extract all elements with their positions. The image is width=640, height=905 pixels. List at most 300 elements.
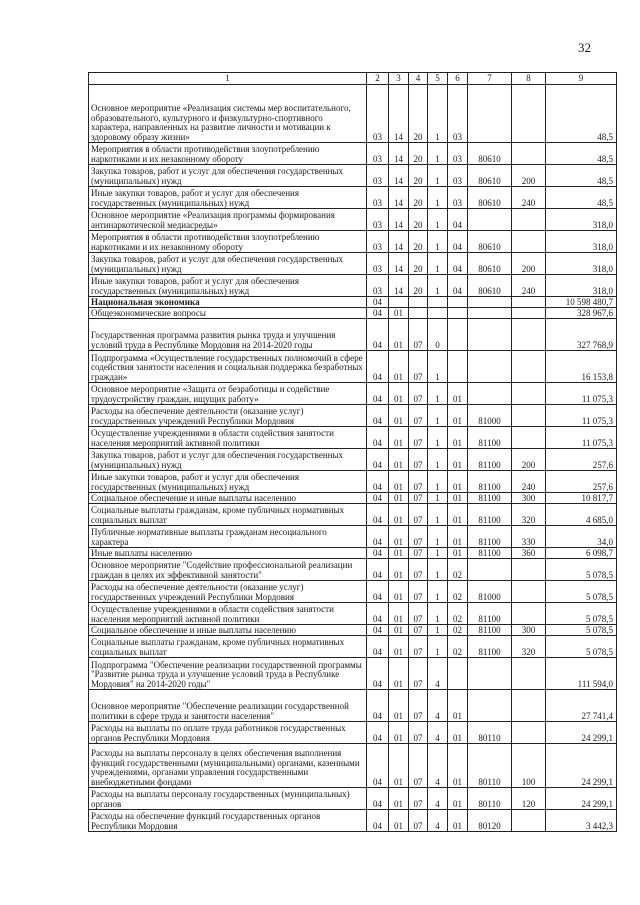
- row-amount: 24 299,1: [546, 722, 617, 744]
- row-amount: 27 741,4: [546, 690, 617, 722]
- row-direction: 81100: [468, 548, 512, 559]
- row-amount: 318,0: [546, 231, 617, 253]
- row-name: Расходы на обеспечение деятельности (оказание услуг) государственных учреждений Республики Мордовия: [89, 581, 367, 603]
- row-main-event: 04: [448, 231, 468, 253]
- row-program: 07: [409, 504, 428, 526]
- row-section: 03: [367, 187, 389, 209]
- row-name: Закупка товаров, работ и услуг для обеспечения государственных (муниципальных) нужд: [89, 449, 367, 471]
- row-name: Общеэкономические вопросы: [89, 308, 367, 319]
- row-direction: 80610: [468, 187, 512, 209]
- row-amount: 328 967,6: [546, 308, 617, 319]
- row-direction: 81100: [468, 504, 512, 526]
- table-row: [89, 427, 617, 449]
- row-name: Закупка товаров, работ и услуг для обеспечения государственных (муниципальных) нужд: [89, 165, 367, 187]
- row-expense-type: 100: [512, 744, 546, 788]
- row-program: 20: [409, 187, 428, 209]
- row-subsection: 14: [389, 187, 409, 209]
- row-direction: [468, 351, 512, 383]
- row-expense-type: [512, 690, 546, 722]
- row-name: Иные закупки товаров, работ и услуг для обеспечения государственных (муниципальных) нужд: [89, 275, 367, 297]
- row-direction: 80610: [468, 253, 512, 275]
- row-program: 20: [409, 253, 428, 275]
- row-section: 04: [367, 690, 389, 722]
- row-main-event: [448, 658, 468, 690]
- row-amount: 16 153,8: [546, 351, 617, 383]
- row-amount: 34,0: [546, 526, 617, 548]
- row-program: 07: [409, 405, 428, 427]
- table-row: [89, 275, 617, 297]
- row-subsection: 01: [389, 308, 409, 319]
- row-program: [409, 297, 428, 308]
- row-name: Подпрограмма "Обеспечение реализации государственной программы "Развитие рынка труда и улучшение условий труда в Республике Мордовия" на 2014-2020 годы": [89, 658, 367, 690]
- header-col-5: 5: [428, 73, 448, 85]
- row-program: 07: [409, 603, 428, 625]
- row-subprogram: 1: [428, 427, 448, 449]
- row-subsection: 01: [389, 351, 409, 383]
- row-subprogram: [428, 297, 448, 308]
- row-amount: 11 075,3: [546, 427, 617, 449]
- row-subsection: 01: [389, 526, 409, 548]
- row-amount: 48,5: [546, 165, 617, 187]
- table-row: [89, 319, 617, 351]
- row-direction: 80120: [468, 810, 512, 832]
- row-section: 04: [367, 405, 389, 427]
- row-program: 20: [409, 231, 428, 253]
- row-amount: 5 078,5: [546, 625, 617, 636]
- row-expense-type: [512, 209, 546, 231]
- row-main-event: 04: [448, 275, 468, 297]
- row-amount: 318,0: [546, 209, 617, 231]
- table-header-row: [89, 73, 617, 85]
- row-name: Расходы на обеспечение деятельности (оказание услуг) государственных учреждений Республики Мордовия: [89, 405, 367, 427]
- row-subprogram: 1: [428, 471, 448, 493]
- row-section: 04: [367, 636, 389, 658]
- row-direction: 81100: [468, 493, 512, 504]
- row-expense-type: [512, 383, 546, 405]
- table-row: [89, 810, 617, 832]
- row-section: 04: [367, 658, 389, 690]
- row-direction: 80610: [468, 165, 512, 187]
- row-amount: 6 098,7: [546, 548, 617, 559]
- row-name: Основное мероприятие «Реализация системы мер воспитательного, образовательного, культурного и физкультурно-спортивного характера, направленных на развитие личности и мотивации к здоровому образу жизни»: [89, 85, 367, 143]
- row-main-event: 03: [448, 143, 468, 165]
- row-section: 03: [367, 231, 389, 253]
- table-row: [89, 351, 617, 383]
- row-main-event: 04: [448, 209, 468, 231]
- row-direction: 80610: [468, 231, 512, 253]
- row-expense-type: [512, 319, 546, 351]
- row-section: 04: [367, 788, 389, 810]
- row-direction: 81100: [468, 449, 512, 471]
- row-section: 04: [367, 504, 389, 526]
- row-section: 04: [367, 427, 389, 449]
- row-subprogram: 1: [428, 493, 448, 504]
- row-section: 03: [367, 85, 389, 143]
- row-main-event: 03: [448, 85, 468, 143]
- row-amount: 327 768,9: [546, 319, 617, 351]
- row-subsection: 14: [389, 85, 409, 143]
- row-subprogram: 0: [428, 319, 448, 351]
- row-amount: 10 817,7: [546, 493, 617, 504]
- row-amount: 24 299,1: [546, 788, 617, 810]
- row-program: 07: [409, 722, 428, 744]
- row-expense-type: [512, 405, 546, 427]
- row-expense-type: 330: [512, 526, 546, 548]
- row-main-event: 03: [448, 187, 468, 209]
- row-amount: 5 078,5: [546, 636, 617, 658]
- row-expense-type: [512, 85, 546, 143]
- row-section: 04: [367, 548, 389, 559]
- table-row: [89, 658, 617, 690]
- table-row: [89, 603, 617, 625]
- row-name: Основное мероприятие «Защита от безработицы и содействие трудоустройству граждан, ищущих работу»: [89, 383, 367, 405]
- row-main-event: 01: [448, 493, 468, 504]
- row-section: 04: [367, 559, 389, 581]
- row-name: Публичные нормативные выплаты гражданам несоциального характера: [89, 526, 367, 548]
- row-program: 20: [409, 143, 428, 165]
- table-row: [89, 165, 617, 187]
- row-direction: 81000: [468, 581, 512, 603]
- row-expense-type: 320: [512, 636, 546, 658]
- table-row: [89, 85, 617, 143]
- row-program: 07: [409, 636, 428, 658]
- row-subsection: 01: [389, 658, 409, 690]
- row-name: Осуществление учреждениями в области содействия занятости населения мероприятий активной политики: [89, 603, 367, 625]
- row-direction: 80610: [468, 275, 512, 297]
- row-subprogram: 4: [428, 810, 448, 832]
- row-amount: 318,0: [546, 253, 617, 275]
- row-main-event: 01: [448, 810, 468, 832]
- row-expense-type: 200: [512, 253, 546, 275]
- row-main-event: 01: [448, 744, 468, 788]
- row-amount: 5 078,5: [546, 559, 617, 581]
- row-program: 20: [409, 165, 428, 187]
- row-amount: 10 598 480,7: [546, 297, 617, 308]
- row-section: 04: [367, 603, 389, 625]
- row-direction: 81100: [468, 471, 512, 493]
- row-direction: [468, 559, 512, 581]
- row-main-event: 04: [448, 253, 468, 275]
- row-subprogram: 1: [428, 581, 448, 603]
- row-subsection: 01: [389, 559, 409, 581]
- row-program: 07: [409, 319, 428, 351]
- row-subsection: 01: [389, 625, 409, 636]
- row-subsection: [389, 297, 409, 308]
- row-main-event: 01: [448, 722, 468, 744]
- row-program: 07: [409, 625, 428, 636]
- row-main-event: 01: [448, 383, 468, 405]
- row-name: Социальные выплаты гражданам, кроме публичных нормативных социальных выплат: [89, 636, 367, 658]
- row-main-event: 01: [448, 405, 468, 427]
- row-section: 03: [367, 275, 389, 297]
- row-section: 04: [367, 581, 389, 603]
- row-name: Иные закупки товаров, работ и услуг для обеспечения государственных (муниципальных) нужд: [89, 187, 367, 209]
- table-row: [89, 187, 617, 209]
- row-name: Осуществление учреждениями в области содействия занятости населения мероприятий активной политики: [89, 427, 367, 449]
- row-name: Социальное обеспечение и иные выплаты населению: [89, 493, 367, 504]
- row-main-event: 01: [448, 788, 468, 810]
- table-row: [89, 383, 617, 405]
- row-subprogram: 4: [428, 788, 448, 810]
- row-name: Расходы на выплаты персоналу в целях обеспечения выполнения функций государственными (муниципальными) органами, казенными учреждениями, органами управления государственными внебюджетными фондами: [89, 744, 367, 788]
- row-name: Основное мероприятие "Обеспечение реализации государственной политики в сфере труда и занятости населения": [89, 690, 367, 722]
- row-expense-type: [512, 559, 546, 581]
- row-subprogram: 1: [428, 165, 448, 187]
- row-name: Мероприятия в области противодействия злоупотреблению наркотиками и их незаконному обороту: [89, 231, 367, 253]
- row-subprogram: 1: [428, 625, 448, 636]
- row-direction: [468, 209, 512, 231]
- row-main-event: 01: [448, 471, 468, 493]
- row-section: 04: [367, 810, 389, 832]
- row-subprogram: 1: [428, 351, 448, 383]
- row-program: 07: [409, 581, 428, 603]
- row-section: 04: [367, 744, 389, 788]
- row-name: Мероприятия в области противодействия злоупотреблению наркотиками и их незаконному обороту: [89, 143, 367, 165]
- row-subsection: 01: [389, 603, 409, 625]
- row-program: 07: [409, 559, 428, 581]
- row-expense-type: [512, 722, 546, 744]
- row-name: Национальная экономика: [89, 297, 367, 308]
- row-name: Социальные выплаты гражданам, кроме публичных нормативных социальных выплат: [89, 504, 367, 526]
- row-subprogram: 1: [428, 383, 448, 405]
- row-subprogram: 4: [428, 744, 448, 788]
- row-direction: 81100: [468, 526, 512, 548]
- table-row: [89, 209, 617, 231]
- row-section: 04: [367, 471, 389, 493]
- row-subprogram: 4: [428, 722, 448, 744]
- row-subprogram: 1: [428, 636, 448, 658]
- row-subsection: 14: [389, 231, 409, 253]
- row-amount: 257,6: [546, 471, 617, 493]
- table-row: [89, 504, 617, 526]
- row-expense-type: [512, 810, 546, 832]
- row-section: 04: [367, 351, 389, 383]
- row-direction: [468, 690, 512, 722]
- header-col-9: 9: [546, 73, 617, 85]
- row-name: Расходы на обеспечение функций государственных органов Республики Мордовия: [89, 810, 367, 832]
- row-expense-type: [512, 297, 546, 308]
- table-row: [89, 297, 617, 308]
- row-subsection: 01: [389, 504, 409, 526]
- row-subsection: 01: [389, 427, 409, 449]
- header-col-3: 3: [389, 73, 409, 85]
- row-expense-type: 320: [512, 504, 546, 526]
- row-program: 07: [409, 526, 428, 548]
- row-subprogram: 1: [428, 231, 448, 253]
- row-program: 07: [409, 427, 428, 449]
- row-expense-type: 360: [512, 548, 546, 559]
- row-expense-type: [512, 143, 546, 165]
- row-main-event: 01: [448, 526, 468, 548]
- row-subprogram: 1: [428, 548, 448, 559]
- row-direction: [468, 319, 512, 351]
- table-row: [89, 493, 617, 504]
- row-program: [409, 308, 428, 319]
- row-main-event: 02: [448, 636, 468, 658]
- row-program: 07: [409, 548, 428, 559]
- row-main-event: 01: [448, 449, 468, 471]
- row-expense-type: [512, 351, 546, 383]
- row-amount: 3 442,3: [546, 810, 617, 832]
- row-program: 07: [409, 658, 428, 690]
- row-expense-type: 300: [512, 493, 546, 504]
- row-section: 04: [367, 493, 389, 504]
- row-subsection: 01: [389, 810, 409, 832]
- table-row: [89, 253, 617, 275]
- row-section: 03: [367, 165, 389, 187]
- row-subprogram: 1: [428, 275, 448, 297]
- row-amount: 48,5: [546, 187, 617, 209]
- row-amount: 24 299,1: [546, 744, 617, 788]
- row-subprogram: 1: [428, 449, 448, 471]
- row-section: 04: [367, 449, 389, 471]
- row-expense-type: [512, 581, 546, 603]
- row-subsection: 01: [389, 581, 409, 603]
- row-name: Расходы на выплаты персоналу государственных (муниципальных) органов: [89, 788, 367, 810]
- row-subsection: 01: [389, 636, 409, 658]
- row-amount: 48,5: [546, 85, 617, 143]
- row-section: 04: [367, 319, 389, 351]
- row-subprogram: 1: [428, 559, 448, 581]
- row-main-event: [448, 308, 468, 319]
- row-main-event: [448, 351, 468, 383]
- row-subsection: 01: [389, 471, 409, 493]
- row-section: 04: [367, 308, 389, 319]
- budget-table: [88, 72, 617, 832]
- row-name: Иные закупки товаров, работ и услуг для обеспечения государственных (муниципальных) нужд: [89, 471, 367, 493]
- row-amount: 4 685,0: [546, 504, 617, 526]
- row-direction: 80610: [468, 143, 512, 165]
- row-name: Социальное обеспечение и иные выплаты населению: [89, 625, 367, 636]
- row-expense-type: [512, 603, 546, 625]
- table-row: [89, 449, 617, 471]
- row-name: Иные выплаты населению: [89, 548, 367, 559]
- budget-table-container: [88, 72, 617, 832]
- row-main-event: 02: [448, 581, 468, 603]
- row-expense-type: 200: [512, 449, 546, 471]
- row-subsection: 14: [389, 143, 409, 165]
- row-section: 04: [367, 383, 389, 405]
- row-section: 03: [367, 143, 389, 165]
- row-name: Основное мероприятие «Реализация программы формирования антинаркотической медиасреды»: [89, 209, 367, 231]
- table-row: [89, 559, 617, 581]
- table-row: [89, 143, 617, 165]
- row-name: Государственная программа развития рынка труда и улучшения условий труда в Республике Мордовия на 2014-2020 годы: [89, 319, 367, 351]
- row-program: 07: [409, 383, 428, 405]
- table-row: [89, 690, 617, 722]
- row-main-event: 01: [448, 504, 468, 526]
- row-program: 20: [409, 85, 428, 143]
- row-subprogram: 4: [428, 658, 448, 690]
- row-subprogram: 4: [428, 690, 448, 722]
- header-col-8: 8: [512, 73, 546, 85]
- header-col-6: 6: [448, 73, 468, 85]
- row-subsection: 14: [389, 253, 409, 275]
- row-program: 07: [409, 810, 428, 832]
- header-col-4: 4: [409, 73, 428, 85]
- table-row: [89, 636, 617, 658]
- row-amount: 48,5: [546, 143, 617, 165]
- row-subsection: 01: [389, 690, 409, 722]
- row-program: 07: [409, 744, 428, 788]
- row-expense-type: [512, 427, 546, 449]
- row-direction: [468, 297, 512, 308]
- row-main-event: 02: [448, 603, 468, 625]
- row-subsection: 01: [389, 722, 409, 744]
- table-row: [89, 722, 617, 744]
- row-direction: 81100: [468, 427, 512, 449]
- row-section: 04: [367, 297, 389, 308]
- row-main-event: [448, 297, 468, 308]
- row-program: 07: [409, 690, 428, 722]
- table-row: [89, 581, 617, 603]
- row-program: 07: [409, 493, 428, 504]
- row-direction: [468, 383, 512, 405]
- table-row: [89, 308, 617, 319]
- row-expense-type: 240: [512, 187, 546, 209]
- row-amount: 318,0: [546, 275, 617, 297]
- row-subsection: 01: [389, 405, 409, 427]
- row-main-event: 01: [448, 690, 468, 722]
- row-amount: 11 075,3: [546, 405, 617, 427]
- row-subsection: 01: [389, 788, 409, 810]
- table-row: [89, 788, 617, 810]
- row-subsection: 14: [389, 275, 409, 297]
- row-direction: [468, 85, 512, 143]
- table-row: [89, 526, 617, 548]
- row-name: Подпрограмма «Осуществление государственных полномочий в сфере содействия занятости населения и социальная поддержка безработных граждан»: [89, 351, 367, 383]
- table-row: [89, 231, 617, 253]
- row-amount: 111 594,0: [546, 658, 617, 690]
- row-direction: 81100: [468, 636, 512, 658]
- row-program: 07: [409, 449, 428, 471]
- row-section: 04: [367, 722, 389, 744]
- row-expense-type: 200: [512, 165, 546, 187]
- row-subprogram: 1: [428, 405, 448, 427]
- table-row: [89, 548, 617, 559]
- table-body: [89, 85, 617, 832]
- row-subsection: 01: [389, 493, 409, 504]
- row-subprogram: [428, 308, 448, 319]
- row-expense-type: [512, 231, 546, 253]
- row-direction: [468, 308, 512, 319]
- row-subprogram: 1: [428, 209, 448, 231]
- row-section: 04: [367, 526, 389, 548]
- row-expense-type: 120: [512, 788, 546, 810]
- row-program: 20: [409, 209, 428, 231]
- row-section: 04: [367, 625, 389, 636]
- row-direction: 80110: [468, 744, 512, 788]
- row-main-event: [448, 319, 468, 351]
- row-main-event: 02: [448, 625, 468, 636]
- row-subprogram: 1: [428, 504, 448, 526]
- row-main-event: 01: [448, 427, 468, 449]
- row-name: Закупка товаров, работ и услуг для обеспечения государственных (муниципальных) нужд: [89, 253, 367, 275]
- row-amount: 257,6: [546, 449, 617, 471]
- row-subprogram: 1: [428, 187, 448, 209]
- row-name: Основное мероприятие "Содействие профессиональной реализации граждан в целях их эффективной занятости": [89, 559, 367, 581]
- page-number: 32: [578, 40, 591, 55]
- row-direction: 81100: [468, 625, 512, 636]
- row-direction: [468, 658, 512, 690]
- row-main-event: 01: [448, 548, 468, 559]
- table-row: [89, 744, 617, 788]
- row-direction: 80110: [468, 788, 512, 810]
- row-amount: 11 075,3: [546, 383, 617, 405]
- table-row: [89, 405, 617, 427]
- row-program: 07: [409, 788, 428, 810]
- row-subprogram: 1: [428, 253, 448, 275]
